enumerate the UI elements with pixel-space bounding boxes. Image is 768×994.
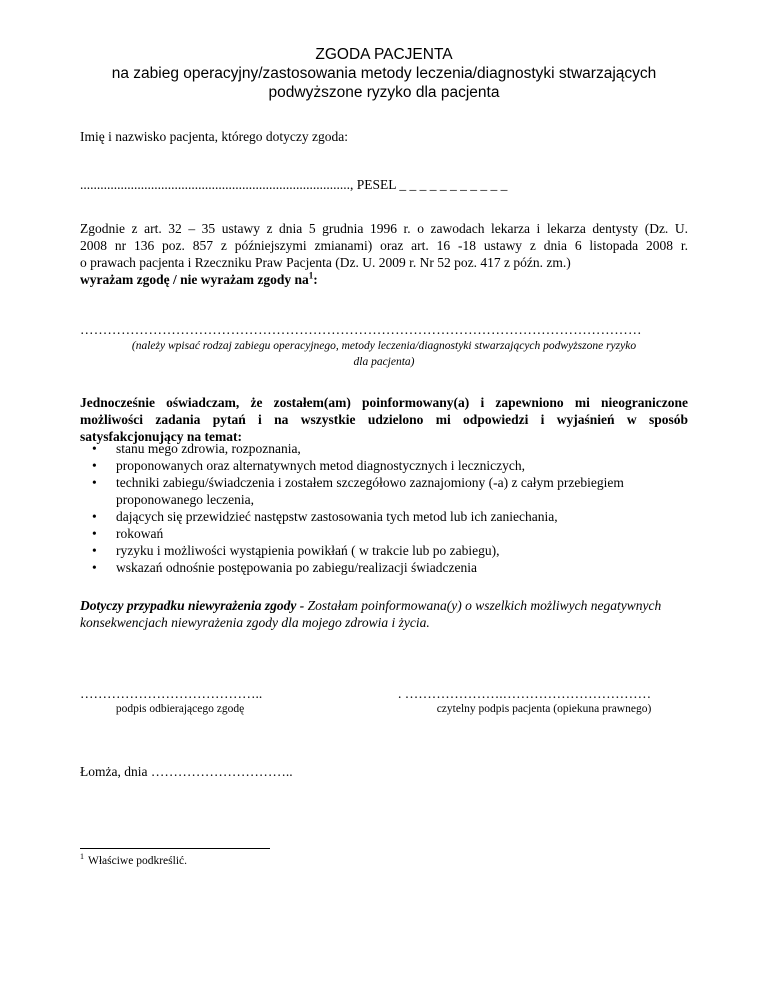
bullet-icon: • <box>92 526 97 541</box>
legal-line-3: o prawach pacjenta i Rzeczniku Praw Pacjenta (Dz. U. 2009 r. Nr 52 poz. 417 z późn. zm.) <box>80 255 571 270</box>
bullet-icon: • <box>92 475 97 490</box>
bullet-icon: • <box>92 441 97 456</box>
refusal-heading: Dotyczy przypadku niewyrażenia zgody - <box>80 598 305 613</box>
bullet-icon: • <box>92 458 97 473</box>
legal-line-2: 2008 nr 136 poz. 857 z późniejszymi zmianami) oraz art. 16 -18 ustawy z dnia 6 listopada 2008 r. <box>80 238 688 253</box>
statement-line-2: możliwości zadania pytań i na wszystkie udzielono mi odpowiedzi i wyjaśnień w sposób <box>80 412 688 427</box>
bullet-icon: • <box>92 543 97 558</box>
list-item: • rokowań <box>92 526 164 541</box>
bullet-icon: • <box>92 509 97 524</box>
place-date-field[interactable]: Łomża, dnia ………………………….. <box>80 764 293 779</box>
footnote-number: 1 <box>80 852 84 862</box>
patient-signature-label: czytelny podpis pacjenta (opiekuna prawnego) <box>436 703 652 715</box>
title-subtitle-line2: podwyższone ryzyko dla pacjenta <box>268 84 500 101</box>
information-statement <box>80 394 688 445</box>
title-main: ZGODA PACJENTA <box>315 46 453 63</box>
procedure-field[interactable]: …………………………………………………………………………………………………………… <box>80 322 642 337</box>
refusal-text: Zostałam poinformowana(y) o wszelkich możliwych negatywnych konsekwencjach niewyrażenia zgody dla mojego zdrowia i życia. <box>80 598 662 630</box>
list-item: • techniki zabiegu/świadczenia i zostałem szczegółowo zaznajomiony (-a) z całym przebiegiem proponowanego leczenia, <box>92 475 624 507</box>
receiver-signature-label: podpis odbierającego zgodę <box>115 703 245 715</box>
information-topics-list <box>80 440 688 576</box>
consent-choice[interactable] <box>80 271 688 288</box>
procedure-hint-line1: (należy wpisać rodzaj zabiegu operacyjnego, metody leczenia/diagnostyki stwarzających podwyższone ryzyko <box>131 340 637 352</box>
refusal-note <box>80 597 688 631</box>
legal-basis-paragraph <box>80 220 688 288</box>
footnote-ref: 1 <box>308 270 314 281</box>
footnote-divider <box>80 848 270 849</box>
procedure-hint <box>80 338 688 370</box>
consent-colon: : <box>313 272 318 287</box>
footnote <box>80 852 187 867</box>
patient-name-pesel-field[interactable]: ................................................................................, PESEL _ _ _ _ _ _ _ _ _ _ _ <box>80 177 508 192</box>
receiver-signature-field[interactable]: ………………………………….. <box>80 686 263 701</box>
list-item: • proponowanych oraz alternatywnych metod diagnostycznych i leczniczych, <box>92 458 525 473</box>
document-title <box>0 45 768 102</box>
procedure-hint-line2: dla pacjenta) <box>353 356 415 368</box>
list-item: • dających się przewidzieć następstw zastosowania tych metod lub ich zaniechania, <box>92 509 558 524</box>
bullet-icon: • <box>92 560 97 575</box>
list-item: • stanu mego zdrowia, rozpoznania, <box>92 441 301 456</box>
patient-name-label: Imię i nazwisko pacjenta, którego dotyczy zgoda: <box>80 129 349 144</box>
patient-signature-field[interactable]: . ………………….…………………………… <box>398 686 652 701</box>
list-item: • ryzyku i możliwości wystąpienia powikłań ( w trakcie lub po zabiegu), <box>92 543 500 558</box>
consent-choice-text: wyrażam zgodę / nie wyrażam zgody na <box>80 272 309 287</box>
legal-line-1: Zgodnie z art. 32 – 35 ustawy z dnia 5 grudnia 1996 r. o zawodach lekarza i lekarza dentysty (Dz. U. <box>80 221 688 236</box>
list-item: • wskazań odnośnie postępowania po zabiegu/realizacji świadczenia <box>92 560 477 575</box>
statement-line-3: satysfakcjonujący na temat: <box>80 429 242 444</box>
footnote-text: Właściwe podkreślić. <box>88 855 187 867</box>
statement-line-1: Jednocześnie oświadczam, że zostałem(am) poinformowany(a) i zapewniono mi nieograniczone <box>80 395 688 410</box>
title-subtitle-line1: na zabieg operacyjny/zastosowania metody leczenia/diagnostyki stwarzających <box>111 65 657 82</box>
